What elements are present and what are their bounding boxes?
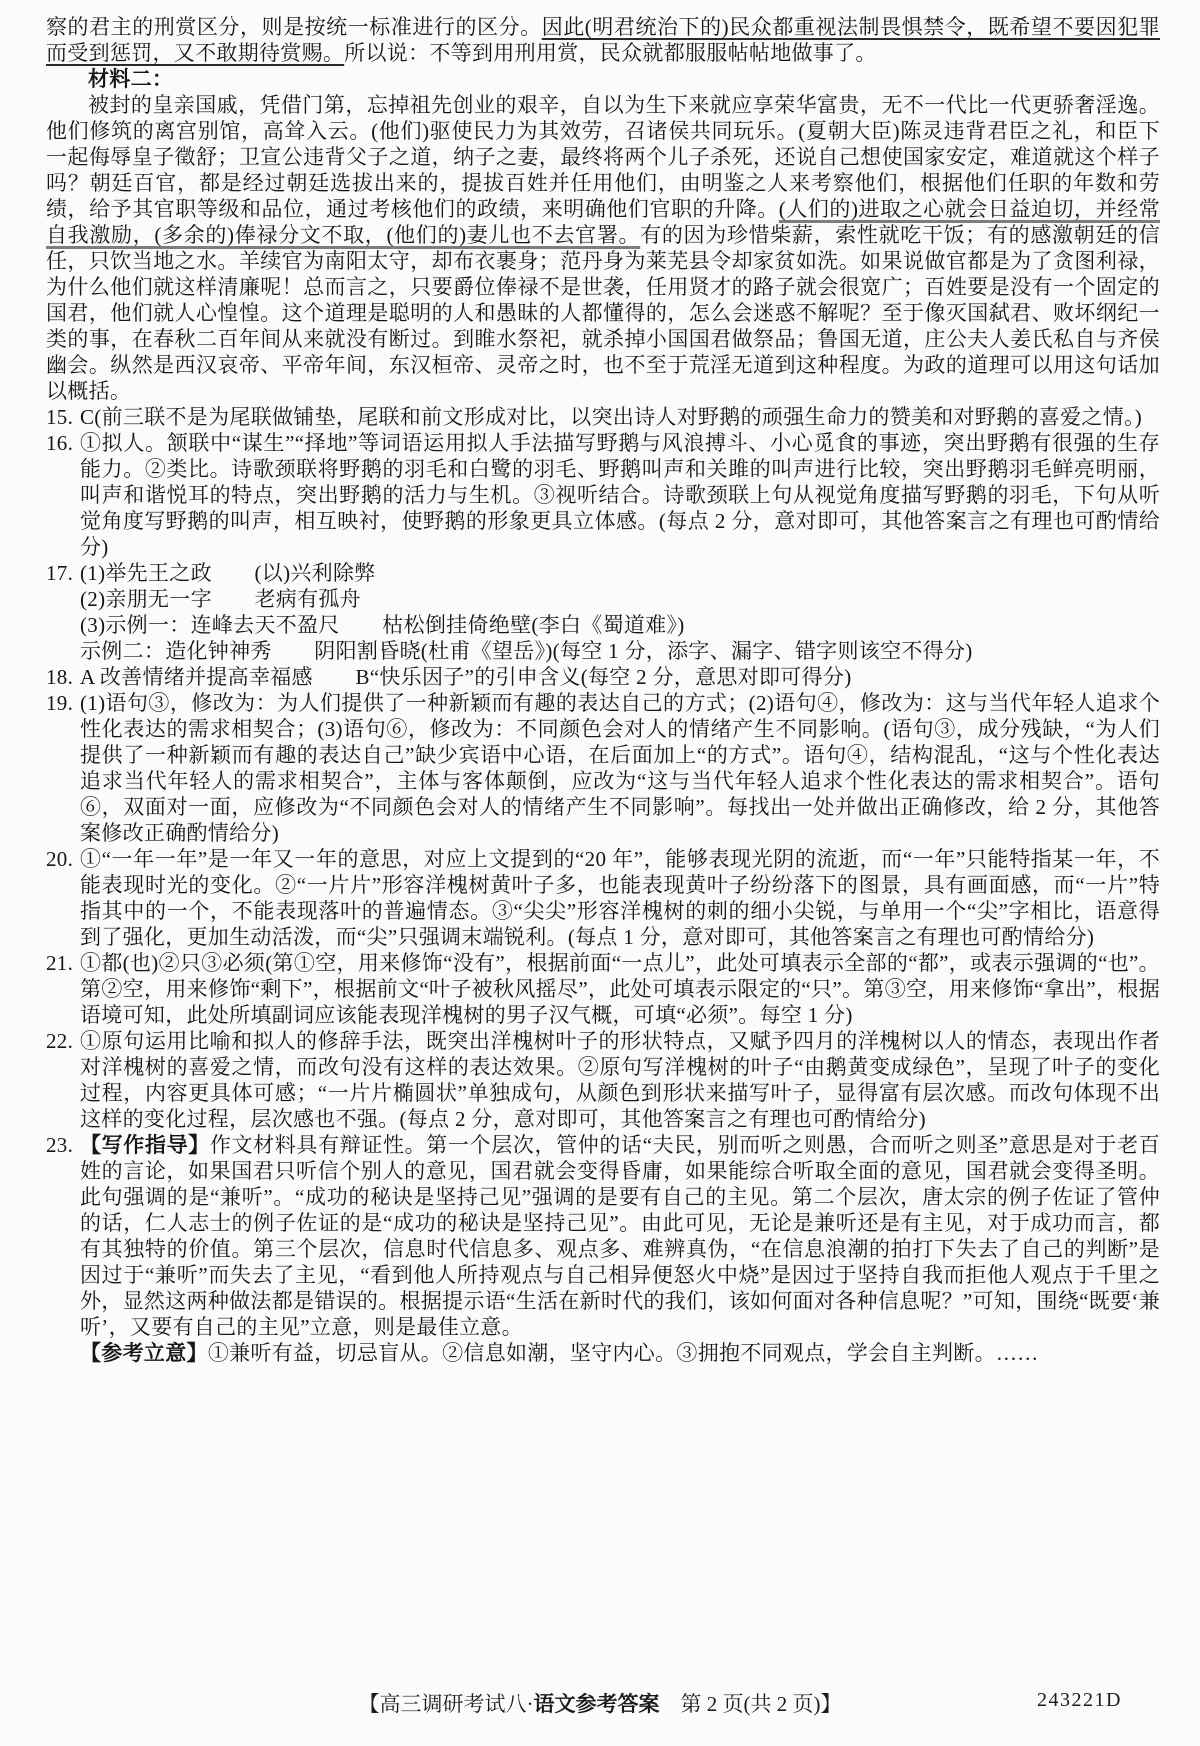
answer-23-ideas-text: ①兼听有益，切忌盲从。②信息如潮，坚守内心。③拥抱不同观点，学会自主判断。…… <box>207 1341 1039 1365</box>
footer-page-info: 第 2 页(共 2 页)】 <box>659 1692 842 1716</box>
answer-item-17 <box>46 560 1160 664</box>
answer-body-23 <box>80 1132 1160 1366</box>
answer-17-line-4: 示例二：造化钟神秀 阴阳割昏晓(杜甫《望岳》)(每空 1 分，添字、漏字、错字则该空不得分) <box>80 639 973 663</box>
answer-item-20 <box>46 846 1160 950</box>
answer-text-21: ①都(也)②只③必须(第①空，用来修饰“没有”，根据前面“一点儿”，此处可填表示全部的“都”，或表示强调的“也”。第②空，用来修饰“剩下”，根据前文“叶子被秋风摇尽”，此处可填表示限定的“只”。第③空，用来修饰“拿出”，根据语境可知，此处所填副词应该能表现洋槐树的男子汉气概，可填“必须”。每空 1 分) <box>80 951 1160 1027</box>
answer-23-guide-text: 作文材料具有辩证性。第一个层次，管仲的话“夫民，别而听之则愚，合而听之则圣”意思是对于老百姓的言论，如果国君只听信个别人的意见，国君就会变得昏庸，如果能综合听取全面的意见，国君就会变得圣明。此句强调的是“兼听”。“成功的秘诀是坚持己见”强调的是要有自己的主见。第二个层次，唐太宗的例子佐证了管仲的话，仁人志士的例子佐证的是“成功的秘诀是坚持己见”。由此可见，无论是兼听还是有主见，对于成功而言，都有其独特的价值。第三个层次，信息时代信息多、观点多、难辨真伪，“在信息浪潮的拍打下失去了自己的判断”是因过于“兼听”而失去了主见，“看到他人所持观点与自己相异便怒火中烧”是因过于坚持自我而拒他人观点于千里之外，显然这两种做法都是错误的。根据提示语“生活在新时代的我们，该如何面对各种信息呢？”可知，围绕“既要‘兼听’，又要有自己的主见”立意，则是最佳立意。 <box>80 1133 1160 1339</box>
answer-text-16: ①拟人。颔联中“谋生”“择地”等词语运用拟人手法描写野鹅与风浪搏斗、小心觅食的事迹，突出野鹅有很强的生存能力。②类比。诗歌颈联将野鹅的羽毛和白鹭的羽毛、野鹅叫声和关雎的叫声进行比较，突出野鹅羽毛鲜亮明丽，叫声和谐悦耳的特点，突出野鹅的活力与生机。③视听结合。诗歌颈联上句从视觉角度描写野鹅的羽毛，下句从听觉角度写野鹅的叫声，相互映衬，使野鹅的形象更具立体感。(每点 2 分，意对即可，其他答案言之有理也可酌情给分) <box>80 431 1160 559</box>
answer-number-23: 23. <box>46 1133 74 1157</box>
answer-number-18: 18. <box>46 665 74 689</box>
answer-item-15 <box>46 404 1160 430</box>
answer-number-19: 19. <box>46 691 74 715</box>
answer-text-20: ①“一年一年”是一年又一年的意思，对应上文提到的“20 年”，能够表现光阴的流逝，而“一年”只能特指某一年，不能表现时光的变化。②“一片片”形容洋槐树黄叶子多，也能表现黄叶子纷纷落下的图景，具有画面感，而“一片”特指其中的一个，不能表现落叶的普遍情态。③“尖尖”形容洋槐树的刺的细小尖锐，与单用一个“尖”字相比，语意得到了强化，更加生动活泼，而“尖”只强调末端锐利。(每点 1 分，意对即可，其他答案言之有理也可酌情给分) <box>80 847 1160 949</box>
answer-number-22: 22. <box>46 1029 74 1053</box>
answer-number-21: 21. <box>46 951 74 975</box>
intro-text-post: 所以说：不等到用刑用赏，民众就都服服帖帖地做事了。 <box>344 41 877 65</box>
intro-underlined-text: 因此(明君统治下的)民众都重视法制畏惧禁令，既希望不要因犯罪而受到惩罚，又不敢期待赏赐。 <box>46 15 1160 65</box>
answer-item-21 <box>46 950 1160 1028</box>
material2-text-part2: 有的因为珍惜柴薪，索性就吃干饭；有的感激朝廷的信任，只饮当地之水。羊续官为南阳太守，却布衣裹身；范丹身为莱芜县令却家贫如洗。如果说做官都是为了贪图利禄，为什么他们就这样清廉呢！总而言之，只要爵位俸禄不是世袭，任用贤才的路子就会很宽广；百姓要是没有一个固定的国君，他们就人心惶惶。这个道理是聪明的人和愚昧的人都懂得的，怎么会迷惑不解呢？至于像灭国弑君、败坏纲纪一类的事，在春秋二百年间从来就没有断过。到睢水祭祀，就杀掉小国国君做祭品；鲁国无道，庄公夫人姜氏私自与齐侯幽会。纵然是西汉哀帝、平帝年间，东汉桓帝、灵帝之时，也不至于荒淫无道到这种程度。为政的道理可以用这句话加以概括。 <box>46 223 1160 403</box>
answer-item-16 <box>46 430 1160 560</box>
answer-text-22: ①原句运用比喻和拟人的修辞手法，既突出洋槐树叶子的形状特点，又赋予四月的洋槐树以人的情态，表现出作者对洋槐树的喜爱之情，而改句没有这样的表达效果。②原句写洋槐树的叶子“由鹅黄变成绿色”，呈现了叶子的变化过程，内容更具体可感；“一片片椭圆状”单独成句，从颜色到形状来描写叶子，显得富有层次感。而改句体现不出这样的变化过程，层次感也不强。(每点 2 分，意对即可，其他答案言之有理也可酌情给分) <box>80 1029 1160 1131</box>
footer-subject-title: 语文参考答案 <box>533 1692 660 1716</box>
footer-exam-title: 【高三调研考试八· <box>358 1692 534 1716</box>
answer-text-19: (1)语句③，修改为：为人们提供了一种新颖而有趣的表达自己的方式；(2)语句④，修改为：这与当代年轻人追求个性化表达的需求相契合；(3)语句⑥，修改为：不同颜色会对人的情绪产生不同影响。(语句③，成分残缺，“为人们提供了一种新颖而有趣的表达自己”缺少宾语中心语，在后面加上“的方式”。语句④，结构混乱，“这与个性化表达追求当代年轻人的需求相契合”，主体与客体颠倒，应改为“这与当代年轻人追求个性化表达的需求相契合”。语句⑥，双面对一面，应修改为“不同颜色会对人的情绪产生不同影响”。每找出一处并做出正确修改，给 2 分，其他答案修改正确酌情给分) <box>80 691 1160 845</box>
intro-text-pre: 察的君主的刑赏区分，则是按统一标准进行的区分。 <box>46 15 542 39</box>
answer-23-reference-ideas <box>80 1340 1160 1366</box>
answer-number-16: 16. <box>46 431 74 455</box>
material2-heading: 材料二： <box>88 67 174 91</box>
intro-paragraph <box>46 14 1160 66</box>
material2-text-part1: 被封的皇亲国戚，凭借门第，忘掉祖先创业的艰辛，自以为生下来就应享荣华富贵，无不一代比一代更骄奢淫逸。他们修筑的离宫别馆，高耸入云。(他们)驱使民力为其效劳，召诸侯共同玩乐。(夏朝大臣)陈灵违背君臣之礼，和臣下一起侮辱皇子徵舒；卫宣公违背父子之道，纳子之妻，最终将两个儿子杀死，还说自己想使国家安定，难道就这个样子吗？朝廷百官，都是经过朝廷选拔出来的，提拔百姓并任用他们，由明鉴之人来考察他们，根据他们任职的年数和劳绩，给予其官职等级和品位，通过考核他们的政绩，来明确他们官职的升降。 <box>46 93 1160 221</box>
answer-17-line-2: (2)亲朋无一字 老病有孤舟 <box>80 587 361 611</box>
material2-paragraph <box>46 92 1160 404</box>
answer-number-17: 17. <box>46 561 74 585</box>
page-footer <box>0 1688 1200 1718</box>
answer-item-23 <box>46 1132 1160 1366</box>
answer-17-line-3: (3)示例一：连峰去天不盈尺 枯松倒挂倚绝壁(李白《蜀道难》) <box>80 613 685 637</box>
answer-number-20: 20. <box>46 847 74 871</box>
answer-item-18 <box>46 664 1160 690</box>
answer-text-15: C(前三联不是为尾联做铺垫，尾联和前文形成对比，以突出诗人对野鹅的顽强生命力的赞美和对野鹅的喜爱之情。) <box>80 405 1143 429</box>
footer-paper-code: 243221D <box>1037 1689 1122 1711</box>
answer-17-line-1: (1)举先王之政 (以)兴利除弊 <box>80 561 376 585</box>
answer-item-19 <box>46 690 1160 846</box>
answer-number-15: 15. <box>46 405 74 429</box>
answer-text-18: A 改善情绪并提高幸福感 B“快乐因子”的引申含义(每空 2 分，意思对即可得分) <box>80 665 852 689</box>
material2-underlined-text: (人们的)进取之心就会日益迫切，并经常自我激励，(多余的)俸禄分文不取，(他们的)妻儿也不去官署。 <box>46 197 1161 247</box>
answer-23-guide-label: 【写作指导】 <box>80 1133 210 1157</box>
answer-23-ideas-label: 【参考立意】 <box>80 1341 208 1365</box>
answer-item-22 <box>46 1028 1160 1132</box>
answer-body-17 <box>80 560 1160 664</box>
page-content <box>46 14 1160 1366</box>
answer-23-writing-guide <box>80 1132 1160 1340</box>
